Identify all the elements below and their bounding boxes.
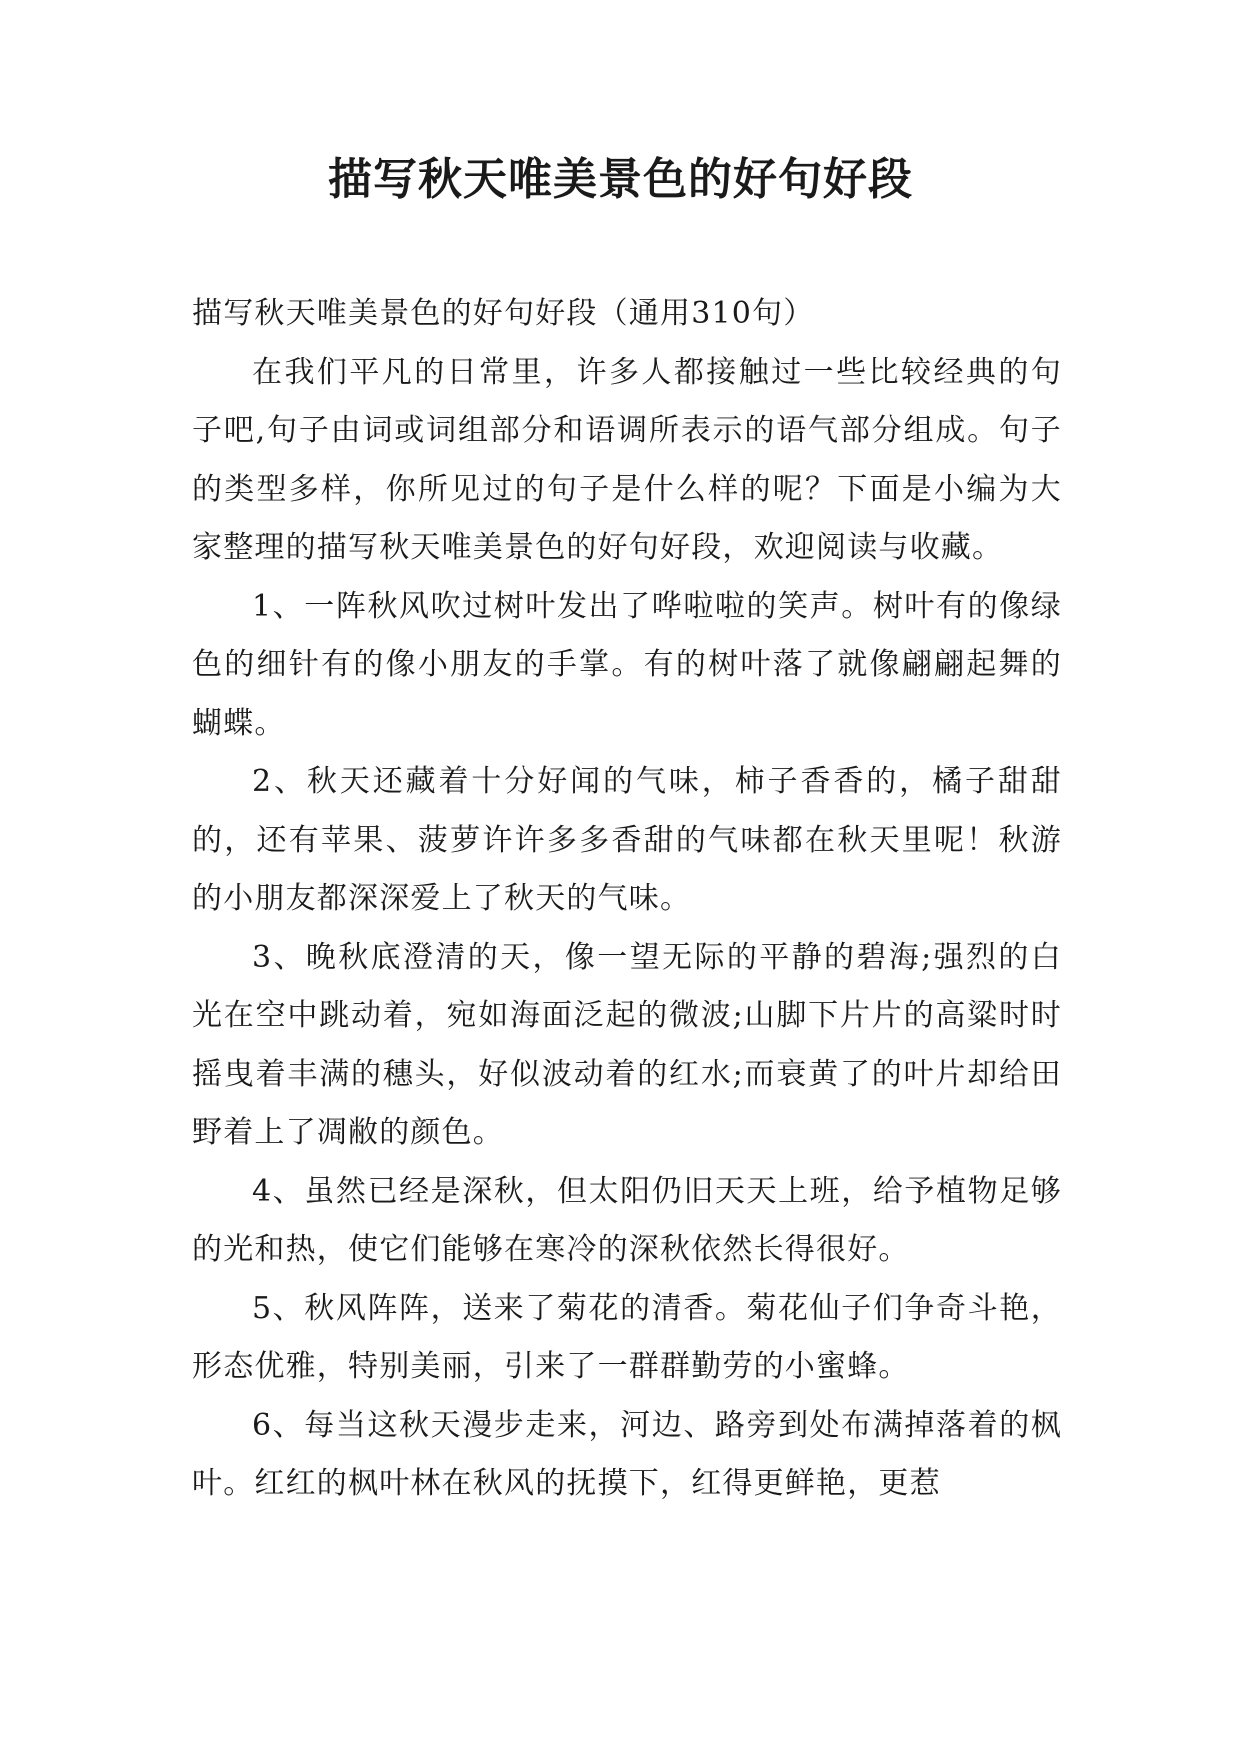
- sentence-paragraph-2: 2、秋天还藏着十分好闻的气味，柿子香香的，橘子甜甜的，还有苹果、菠萝许许多多香甜的气味都在秋天里呢！秋游的小朋友都深深爱上了秋天的气味。: [192, 764, 1062, 916]
- document-body: [192, 285, 1062, 1514]
- sentence-paragraph-1: 1、一阵秋风吹过树叶发出了哗啦啦的笑声。树叶有的像绿色的细针有的像小朋友的手掌。有的树叶落了就像翩翩起舞的蝴蝶。: [192, 588, 1062, 741]
- sentence-paragraph-4: 4、虽然已经是深秋，但太阳仍旧天天上班，给予植物足够的光和热，使它们能够在寒冷的深秋依然长得很好。: [192, 1173, 1062, 1267]
- sentence-paragraph-3: 3、晚秋底澄清的天，像一望无际的平静的碧海;强烈的白光在空中跳动着，宛如海面泛起的微波;山脚下片片的高粱时时摇曳着丰满的穗头，好似波动着的红水;而衰黄了的叶片却给田野着上了凋敝的颜色。: [192, 939, 1062, 1150]
- sentence-paragraph-6: 6、每当这秋天漫步走来，河边、路旁到处布满掉落着的枫叶。红红的枫叶林在秋风的抚摸下，红得更鲜艳，更惹: [192, 1407, 1062, 1501]
- document-title: 描写秋天唯美景色的好句好段: [328, 154, 913, 205]
- document-subtitle: 描写秋天唯美景色的好句好段（通用310句）: [192, 296, 815, 331]
- intro-paragraph: 在我们平凡的日常里，许多人都接触过一些比较经典的句子吧,句子由词或词组部分和语调所表示的语气部分组成。句子的类型多样，你所见过的句子是什么样的呢？下面是小编为大家整理的描写秋天唯美景色的好句好段，欢迎阅读与收藏。: [192, 354, 1062, 565]
- sentence-paragraph-5: 5、秋风阵阵，送来了菊花的清香。菊花仙子们争奇斗艳，形态优雅，特别美丽，引来了一群群勤劳的小蜜蜂。: [192, 1290, 1062, 1384]
